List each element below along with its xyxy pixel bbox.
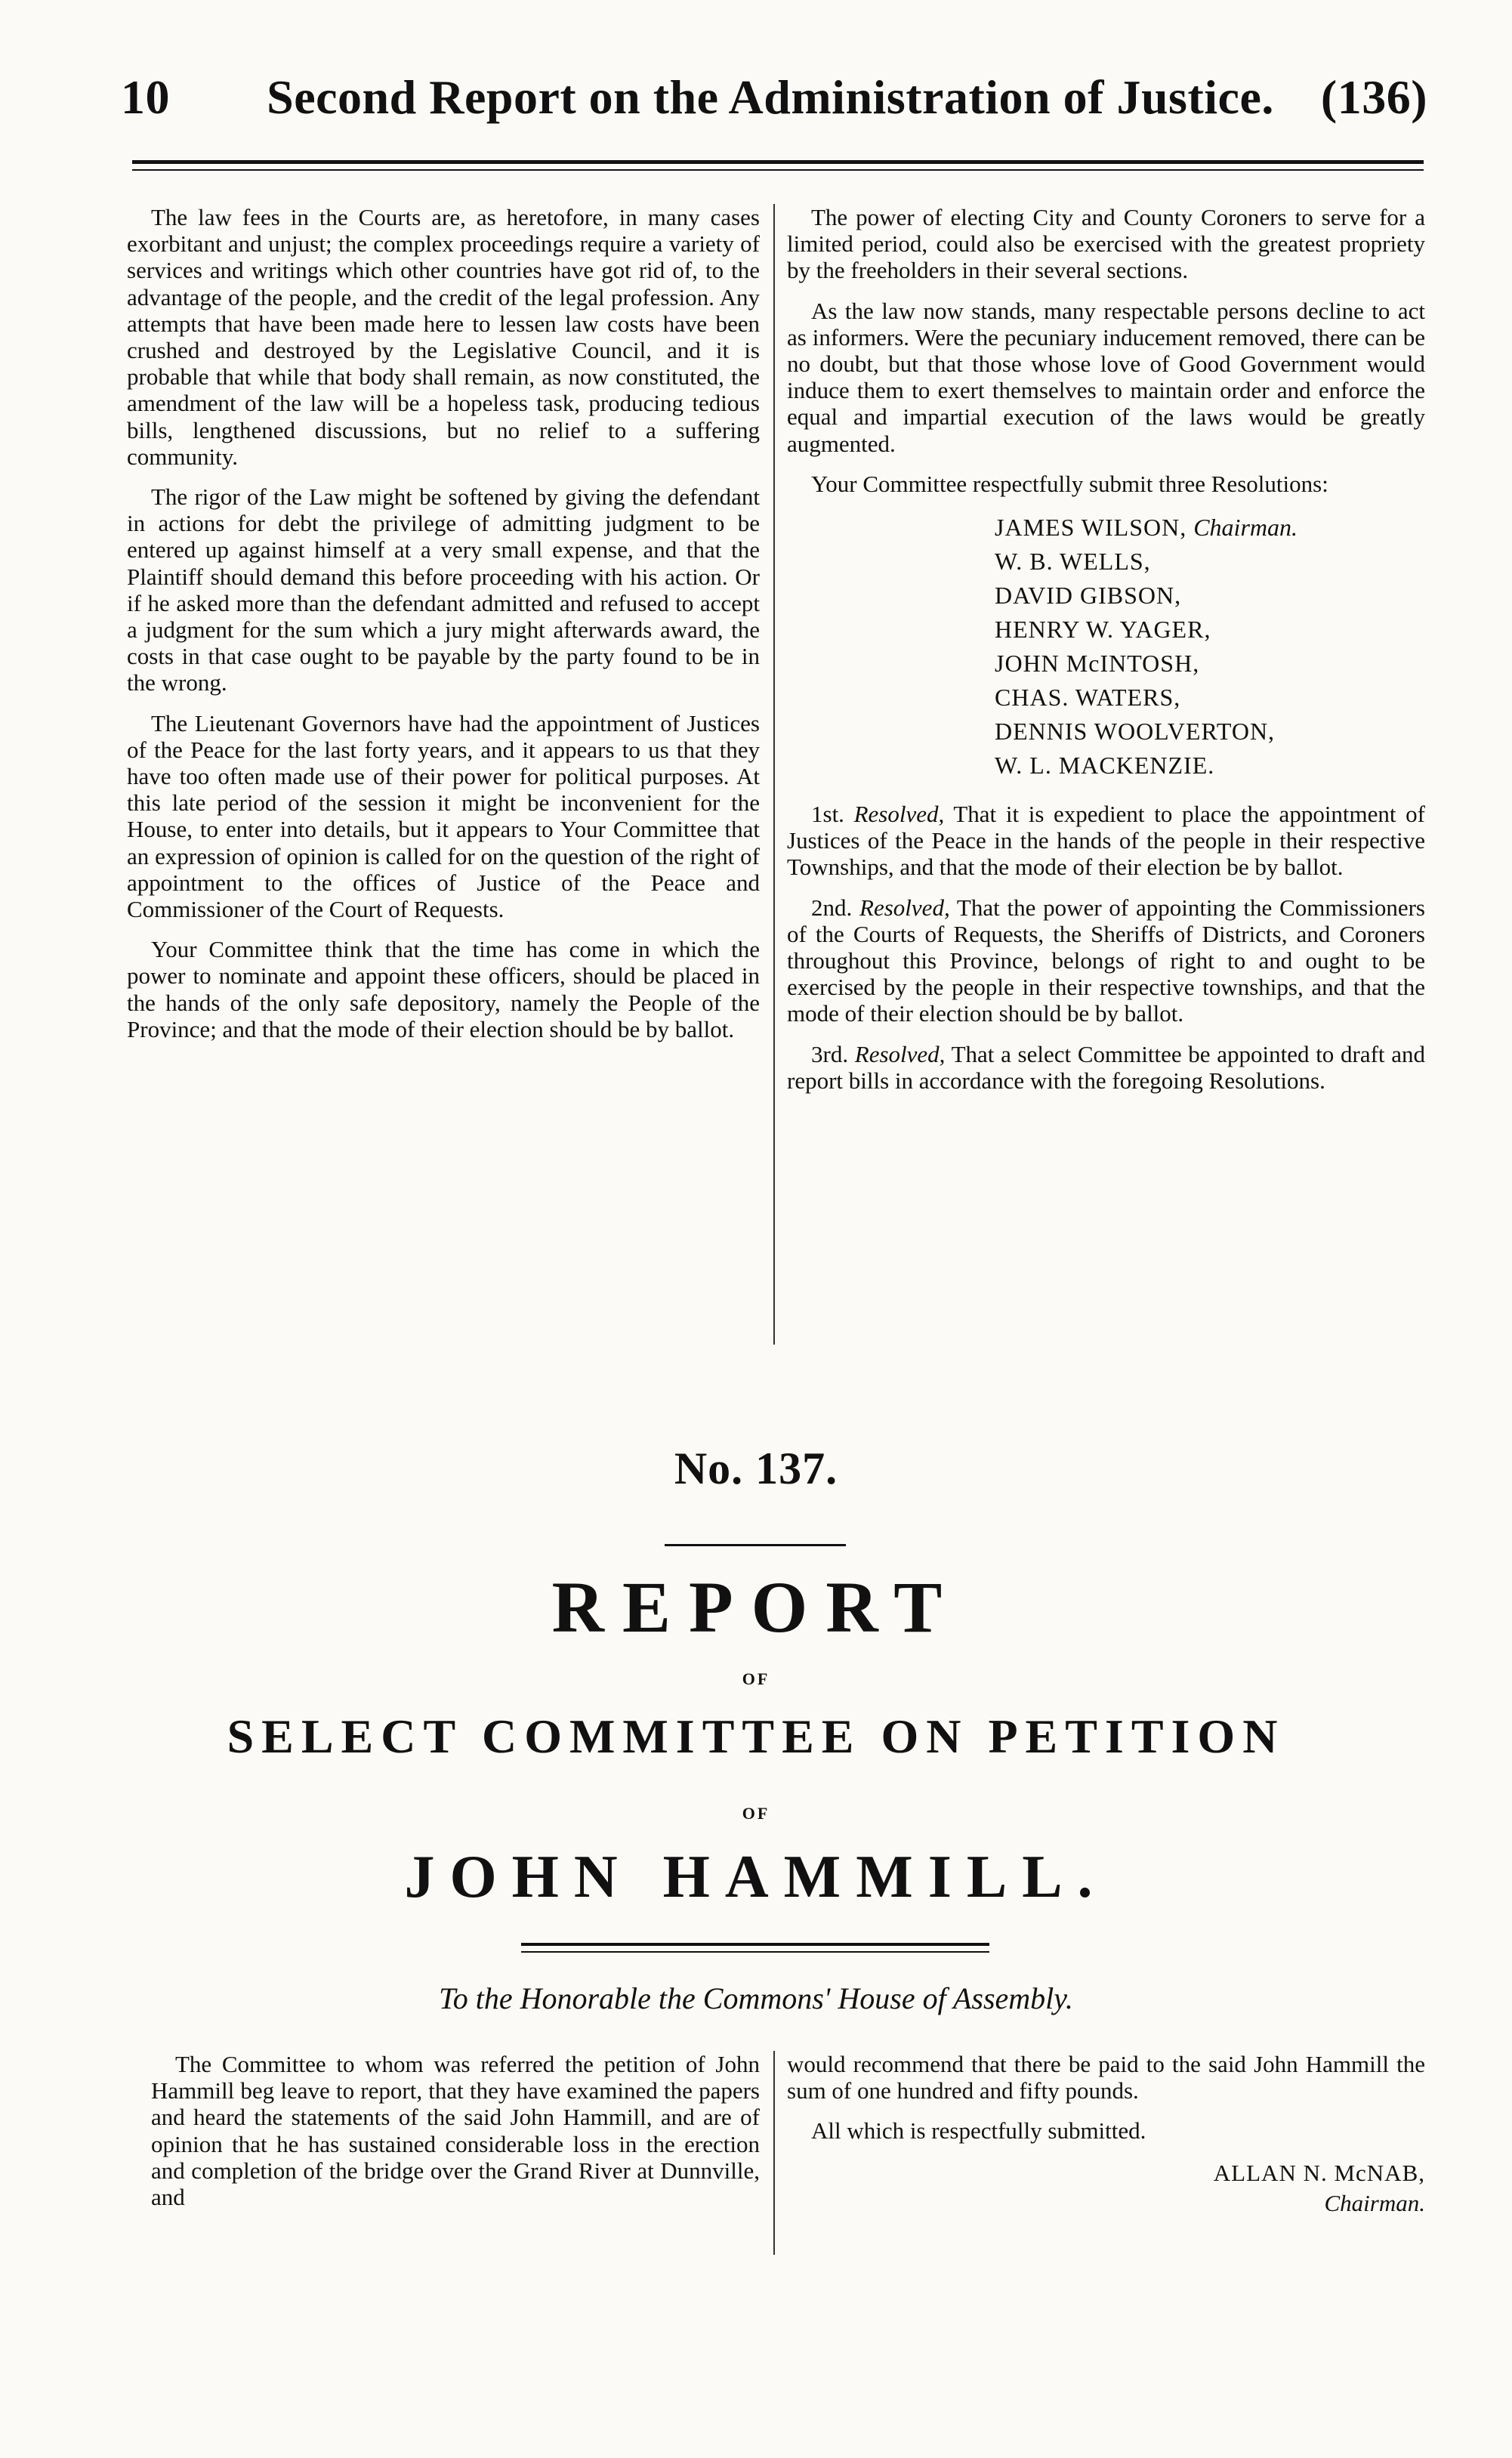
paragraph: would recommend that there be paid to the said John Hammill the sum of one hundred and fifty pounds. (787, 2051, 1425, 2104)
running-title: Second Report on the Administration of Justice. (267, 70, 1274, 124)
petitioner-name: JOHN HAMMILL. (404, 1844, 1108, 1910)
paragraph: Your Committee respectfully submit three Resolutions: (811, 470, 1328, 497)
paragraph: The Lieutenant Governors have had the appointment of Justices of the Peace for the last forty years, and it appears to us that they have too often made use of their power for political purposes. At this late period of the session it might be inconvenient for the House, to enter into details, but it appears to Your Committee that an expression of opinion is called for on the question of the right of appointment to the offices of Justice of the Peace and Commissioner of the Court of Requests. (127, 709, 760, 923)
signer (995, 715, 1425, 749)
signer-name: ALLAN N. McNAB, (1213, 2159, 1425, 2186)
resolved-word: Resolved, (854, 1040, 946, 1067)
resolved-word: Resolved, (859, 894, 950, 921)
report-137-right-column (787, 2051, 1425, 2219)
report-137-title: REPORT (551, 1567, 961, 1647)
report-137-left-column (151, 2051, 760, 2224)
report-137-subtitle: SELECT COMMITTEE ON PETITION (227, 1709, 1285, 1763)
paragraph: The Committee to whom was referred the petition of John Hammill beg leave to report, that they have examined the papers and heard the statements of the said John Hammill, and are of opinion that he has sustained considerable loss in the erection and completion of the bridge over the Grand River at Dunnville, and (151, 2051, 760, 2211)
paragraph: As the law now stands, many respectable persons decline to act as informers. Were the pecuniary inducement removed, there can be no doubt, but that those whose love of Good Government would induce them to exert themselves to maintain order and enforce the equal and impartial execution of the laws would be greatly augmented. (787, 297, 1425, 457)
resolution-ordinal: 1st. (811, 801, 844, 828)
short-rule (665, 1544, 846, 1546)
header-rule-thin (132, 169, 1424, 171)
signer (995, 681, 1425, 715)
signature-block (787, 2158, 1425, 2219)
signer (995, 647, 1425, 681)
page-number: 10 (121, 70, 170, 124)
signer-name: W. L. MACKENZIE. (995, 752, 1215, 780)
signer-name: HENRY W. YAGER, (995, 616, 1211, 644)
report-number: (136) (1320, 70, 1427, 124)
column-divider (773, 2051, 775, 2255)
paragraph: The rigor of the Law might be softened by giving the defendant in actions for debt the privilege of admitting judgment to be entered up against himself at a very small expense, and that the Plaintiff should demand this before proceeding with his action. Or if he asked more than the defendant admitted and refused to accept a judgment for the sum which a jury might afterwards award, the costs in that case ought to be payable by the party found to be in the wrong. (127, 483, 760, 696)
closing-line: All which is respectfully submitted. (811, 2117, 1146, 2145)
signer-name: CHAS. WATERS, (995, 684, 1181, 712)
signer-role: Chairman. (1324, 2189, 1425, 2216)
of-label: OF (742, 1804, 770, 1823)
resolution-text: That a select Committee be appointed to draft and report bills in accordance with the foregoing Resolutions. (787, 1040, 1425, 1094)
resolution-ordinal: 2nd. (811, 894, 853, 921)
page-header (121, 69, 1427, 137)
paragraph: The power of electing City and County Coroners to serve for a limited period, could also be exercised with the greatest propriety by the freeholders in their several sections. (787, 204, 1425, 284)
signer (995, 613, 1425, 647)
resolution-text: That it is expedient to place the appointment of Justices of the Peace in the hands of the people in their respective Townships, and that the mode of their election be by ballot. (787, 801, 1426, 881)
header-rule-thick (132, 160, 1424, 164)
address-line: To the Honorable the Commons' House of Assembly. (439, 1981, 1073, 2015)
paragraph: The law fees in the Courts are, as heretofore, in many cases exorbitant and unjust; the complex proceedings require a variety of services and writings which other countries have got rid of, to the advantage of the people, and the credit of the legal profession. Any attempts that have been made here to lessen law costs have been crushed and destroyed by the Legislative Council, and it is probable that while that body shall remain, as now constituted, the amendment of the law will be a hopeless task, producing tedious bills, lengthened discussions, but no relief to a suffering community. (127, 204, 760, 470)
signer-name: JOHN McINTOSH, (995, 650, 1200, 678)
double-rule-bottom (521, 1951, 989, 1953)
signer-name: W. B. WELLS, (995, 548, 1151, 576)
report-136-right-column (787, 204, 1425, 1107)
of-label: OF (742, 1669, 770, 1688)
signer (995, 511, 1425, 545)
resolution (787, 801, 1425, 881)
report-136-left-column (127, 204, 760, 1056)
double-rule-top (521, 1943, 989, 1946)
signer-name: DAVID GIBSON, (995, 582, 1182, 610)
signer-name: JAMES WILSON, (995, 514, 1187, 542)
resolution-text: That the power of appointing the Commissioners of the Courts of Requests, the Sheriffs of Districts, and Coroners throughout this Province, belongs of right to and ought to be exercised by the people in their respective townships, and that the mode of their election should be by ballot. (787, 894, 1425, 1027)
report-137-number: No. 137. (674, 1444, 838, 1493)
paragraph: Your Committee think that the time has come in which the power to nominate and appoint these officers, should be placed in the hands of the only safe depository, namely the People of the Province; and that the mode of their election should be by ballot. (127, 936, 760, 1042)
column-divider (773, 204, 775, 1345)
resolution (787, 1041, 1425, 1094)
signer-role: Chairman. (1193, 514, 1298, 542)
signer-name: DENNIS WOOLVERTON, (995, 718, 1276, 746)
signer (995, 545, 1425, 579)
signer (995, 579, 1425, 613)
committee-signers (787, 511, 1425, 783)
resolution-ordinal: 3rd. (811, 1040, 849, 1067)
resolution (787, 894, 1425, 1027)
resolved-word: Resolved, (853, 801, 945, 828)
signer (995, 749, 1425, 783)
